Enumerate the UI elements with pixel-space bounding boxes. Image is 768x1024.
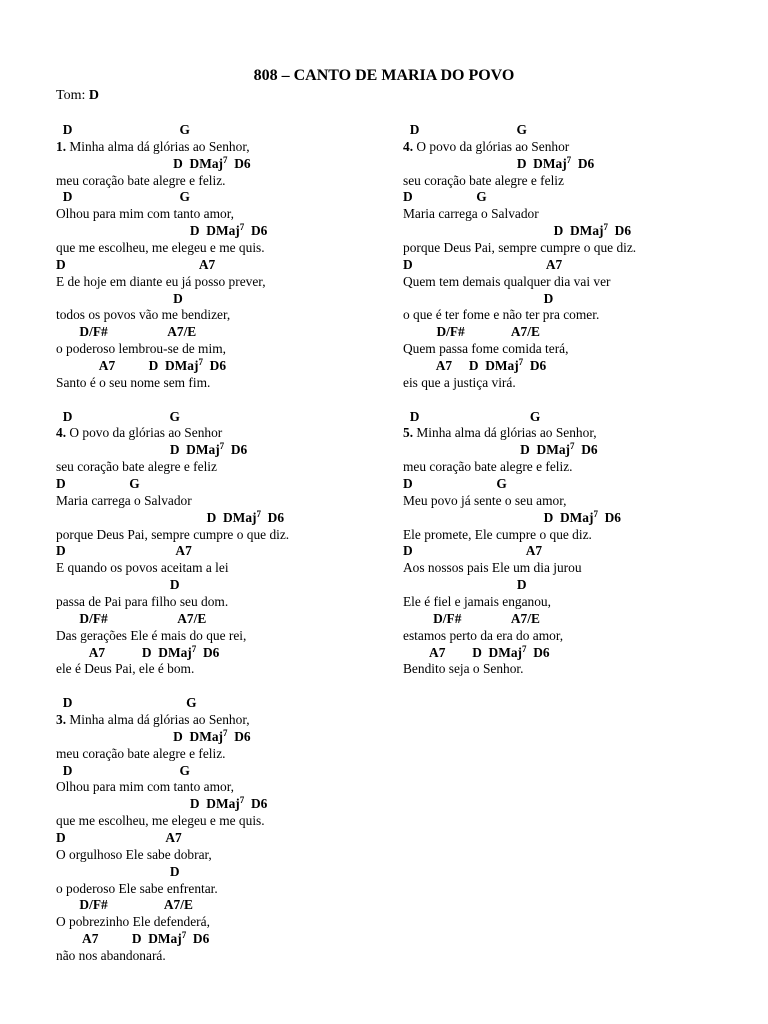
verse-number: 5. [403, 425, 414, 441]
lyric-line: E de hoje em diante eu já posso prever, [56, 273, 266, 289]
chord-line: D G [56, 408, 180, 424]
chord-line: D DMaj$^7$ D6 [56, 441, 248, 458]
chord-line: D A7 [403, 256, 563, 272]
lyric-line: estamos perto da era do amor, [403, 627, 564, 643]
lyric-line: meu coração bate alegre e feliz. [403, 459, 573, 475]
lyric-line: que me escolheu, me elegeu e me quis. [56, 813, 265, 829]
lyric-line: Quem tem demais qualquer dia vai ver [403, 273, 611, 289]
chord-line: D/F# A7/E [56, 610, 207, 626]
lyric-line: Santo é o seu nome sem fim. [56, 374, 211, 390]
chord-line: D DMaj$^7$ D6 [56, 508, 285, 525]
chord-line: D/F# A7/E [56, 324, 197, 340]
lyric-line: seu coração bate alegre e feliz [56, 459, 217, 475]
chord-line: D A7 [56, 543, 192, 559]
verse-start-line: 4. O povo da glórias ao Senhor [56, 425, 223, 441]
lyric-line: ele é Deus Pai, ele é bom. [56, 661, 195, 677]
chord-line: D G [403, 408, 541, 424]
verse-start-line: 3. Minha alma dá glórias ao Senhor, [56, 712, 250, 728]
lyric-line: Ele promete, Ele cumpre o que diz. [403, 526, 592, 542]
chord-line: D DMaj$^7$ D6 [403, 222, 632, 239]
verse-number: 1. [56, 138, 67, 154]
lyric-line: o poderoso Ele sabe enfrentar. [56, 880, 218, 896]
lyric-line: Maria carrega o Salvador [56, 492, 192, 508]
chord-line: D DMaj$^7$ D6 [403, 441, 598, 458]
chord-line: D DMaj$^7$ D6 [56, 795, 268, 812]
chord-line: A7 D DMaj$^7$ D6 [56, 643, 220, 660]
key-indicator [56, 88, 99, 104]
lyric-line: Das gerações Ele é mais do que rei, [56, 627, 247, 643]
chord-line: D/F# A7/E [56, 897, 193, 913]
key-value: D [88, 88, 99, 103]
chord-line: D G [403, 476, 507, 491]
chord-line: D G [56, 122, 190, 137]
chord-line: D [56, 290, 183, 306]
lyric-line: o que é ter fome e não ter pra comer. [403, 307, 600, 323]
lyric-line: eis que a justiça virá. [403, 374, 516, 390]
lyric-line: todos os povos vão me bendizer, [56, 307, 231, 323]
chord-line: D G [56, 695, 197, 711]
chord-line: D/F# A7/E [403, 324, 540, 340]
chord-line: D DMaj$^7$ D6 [56, 727, 251, 744]
chord-line: D [56, 577, 180, 593]
lyric-line: não nos abandonará. [56, 947, 166, 963]
lyric-line: E quando os povos aceitam a lei [56, 560, 229, 576]
lyric-line: Olhou para mim com tanto amor, [56, 779, 234, 795]
lyric-line: Ele é fiel e jamais enganou, [403, 593, 551, 609]
chord-line: D DMaj$^7$ D6 [56, 222, 268, 239]
chord-line: D G [56, 189, 190, 205]
chord-line: D G [403, 189, 487, 205]
chord-line: A7 D DMaj$^7$ D6 [56, 930, 210, 947]
song-title: 808 – CANTO DE MARIA DO POVO [253, 67, 515, 84]
lyric-line: Aos nossos pais Ele um dia jurou [403, 560, 582, 576]
lyric-line: Olhou para mim com tanto amor, [56, 206, 234, 222]
chord-line: A7 D DMaj$^7$ D6 [56, 356, 227, 373]
chord-line: D/F# A7/E [403, 610, 540, 626]
lyric-line: Maria carrega o Salvador [403, 206, 539, 222]
lyric-line: meu coração bate alegre e feliz. [56, 172, 226, 188]
lyric-line: O pobrezinho Ele defenderá, [56, 914, 210, 930]
lyric-line: seu coração bate alegre e feliz [403, 172, 564, 188]
lyric-line: Quem passa fome comida terá, [403, 341, 569, 357]
lyric-line: Meu povo já sente o seu amor, [403, 492, 567, 508]
lyric-line: Bendito seja o Senhor. [403, 661, 524, 677]
chord-line: A7 D DMaj$^7$ D6 [403, 643, 550, 660]
chord-line: D [403, 290, 554, 306]
key-label: Tom: [56, 88, 86, 103]
verse-start-line: 4. O povo da glórias ao Senhor [403, 138, 570, 154]
lyric-line: meu coração bate alegre e feliz. [56, 745, 226, 761]
verse-start-line: 1. Minha alma dá glórias ao Senhor, [56, 138, 250, 154]
chord-line: D G [56, 476, 140, 491]
lyric-line: porque Deus Pai, sempre cumpre o que diz. [56, 526, 290, 542]
chord-line: D A7 [56, 830, 182, 845]
chord-line: A7 D DMaj$^7$ D6 [403, 356, 547, 373]
lyric-line: que me escolheu, me elegeu e me quis. [56, 239, 265, 255]
chord-line: D DMaj$^7$ D6 [403, 508, 621, 525]
chord-line: D G [403, 122, 527, 137]
lyric-line: o poderoso lembrou-se de mim, [56, 341, 226, 357]
lyric-line: O orgulhoso Ele sabe dobrar, [56, 846, 212, 862]
verse-number: 4. [403, 138, 414, 154]
chord-line: D A7 [56, 256, 216, 272]
chord-line: D DMaj$^7$ D6 [403, 154, 595, 171]
verse-number: 3. [56, 712, 67, 728]
lyric-line: passa de Pai para filho seu dom. [56, 593, 229, 609]
chord-line: D [56, 863, 180, 879]
chord-line: D G [56, 762, 190, 778]
verse-start-line: 5. Minha alma dá glórias ao Senhor, [403, 425, 597, 441]
chord-line: D DMaj$^7$ D6 [56, 154, 251, 171]
verse-number: 4. [56, 425, 67, 441]
chord-line: D [403, 577, 527, 593]
chord-line: D A7 [403, 543, 543, 559]
lyric-line: porque Deus Pai, sempre cumpre o que diz. [403, 239, 637, 255]
